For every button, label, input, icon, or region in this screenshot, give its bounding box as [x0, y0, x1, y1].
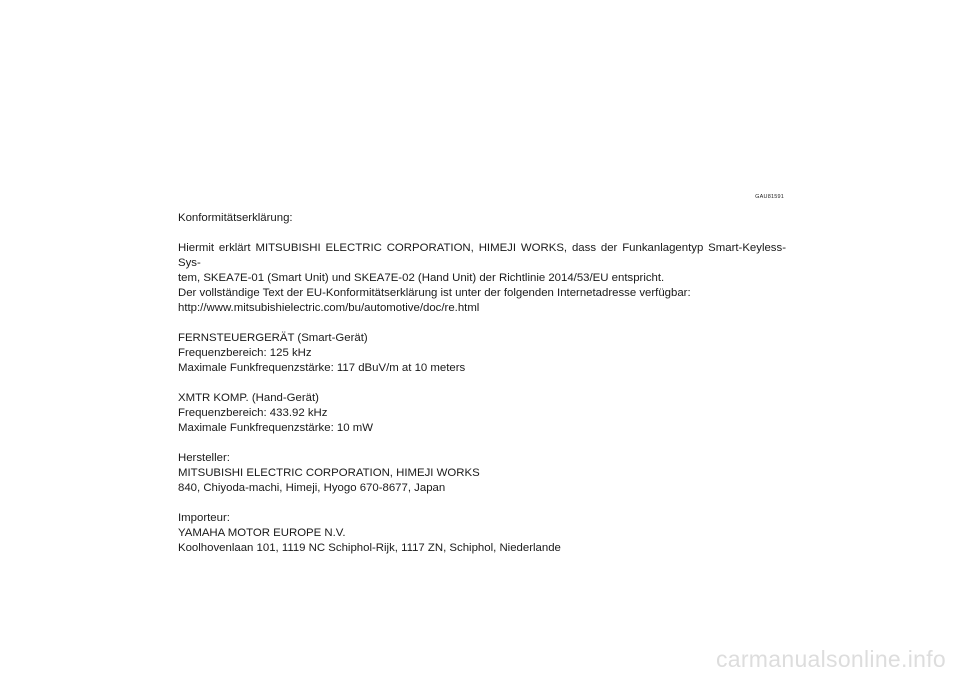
- spacer: [178, 226, 786, 241]
- intro-line-2: tem, SKEA7E-01 (Smart Unit) und SKEA7E-02 (Hand Unit) der Richtlinie 2014/53/EU entspricht.: [178, 272, 665, 284]
- page-code: GAU81591: [755, 194, 784, 200]
- hand-unit-strength: Maximale Funkfrequenzstärke: 10 mW: [178, 422, 373, 434]
- smart-unit-frequency: Frequenzbereich: 125 kHz: [178, 347, 312, 359]
- declaration-url: http://www.mitsubishielectric.com/bu/automotive/doc/re.html: [178, 302, 480, 314]
- watermark: carmanualsonline.info: [715, 646, 946, 672]
- smart-unit-heading: FERNSTEUERGERÄT (Smart-Gerät): [178, 332, 368, 344]
- hand-unit-frequency: Frequenzbereich: 433.92 kHz: [178, 407, 328, 419]
- intro-line-3: Der vollständige Text der EU-Konformitätserklärung ist unter der folgenden Internetadresse verfügbar:: [178, 287, 691, 299]
- hand-unit-heading: XMTR KOMP. (Hand-Gerät): [178, 392, 319, 404]
- manufacturer-address: 840, Chiyoda-machi, Himeji, Hyogo 670-8677, Japan: [178, 482, 446, 494]
- spacer: [178, 316, 786, 331]
- spacer: [178, 436, 786, 451]
- declaration-title: Konformitätserklärung:: [178, 212, 293, 224]
- manufacturer-label: Hersteller:: [178, 452, 230, 464]
- spacer: [178, 496, 786, 511]
- importer-name: YAMAHA MOTOR EUROPE N.V.: [178, 527, 346, 539]
- smart-unit-strength: Maximale Funkfrequenzstärke: 117 dBuV/m at 10 meters: [178, 362, 466, 374]
- importer-address: Koolhovenlaan 101, 1119 NC Schiphol-Rijk, 1117 ZN, Schiphol, Niederlande: [178, 542, 561, 554]
- manufacturer-name: MITSUBISHI ELECTRIC CORPORATION, HIMEJI WORKS: [178, 467, 480, 479]
- intro-line-1: Hiermit erklärt MITSUBISHI ELECTRIC CORPORATION, HIMEJI WORKS, dass der Funkanlagentyp Smart-Keyless-Sys-: [178, 242, 786, 269]
- importer-label: Importeur:: [178, 512, 230, 524]
- spacer: [178, 376, 786, 391]
- document-body: [178, 211, 786, 556]
